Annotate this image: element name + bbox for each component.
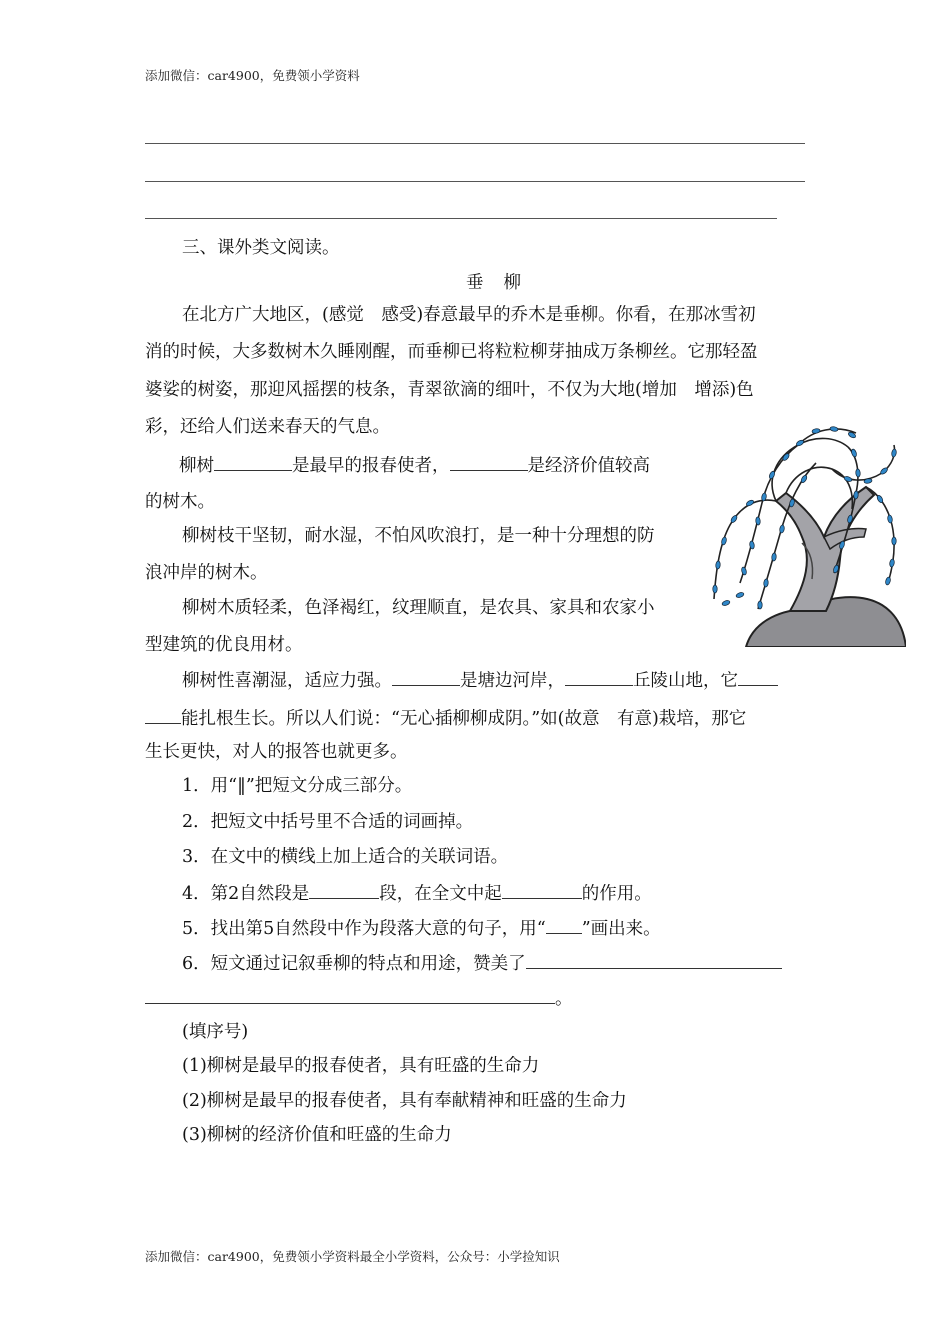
question-2: 2．把短文中括号里不合适的词画掉。 <box>182 812 474 832</box>
fill-blank[interactable] <box>309 880 379 899</box>
question-3: 3．在文中的横线上加上适合的关联词语。 <box>182 847 509 867</box>
p2-text-c: 是经济价值较高 <box>527 456 650 476</box>
option-2: (2)柳树是最早的报春使者，具有奉献精神和旺盛的生命力 <box>182 1091 627 1111</box>
options-label: (填序号) <box>182 1022 249 1042</box>
q6-end: 。 <box>555 989 573 1009</box>
page-footer: 添加微信：car4900，免费领小学资料最全小学资料，公众号：小学捡知识 <box>145 1249 560 1264</box>
fill-blank[interactable] <box>392 667 460 686</box>
option-3: (3)柳树的经济价值和旺盛的生命力 <box>182 1125 452 1145</box>
fill-blank[interactable] <box>502 880 582 899</box>
fill-blank[interactable] <box>145 705 181 724</box>
question-6 <box>182 950 782 976</box>
p1-line-2: 消的时候，大多数树木久睡刚醒，而垂柳已将粒粒柳芽抽成万条柳丝。它那轻盈 <box>145 342 758 362</box>
answer-line-3 <box>145 218 777 219</box>
p3-line-1: 柳树枝干坚韧，耐水湿，不怕风吹浪打，是一种十分理想的防 <box>182 526 655 546</box>
q5-text-b: ”画出来。 <box>581 919 661 939</box>
question-4 <box>182 880 652 906</box>
p1-line-3: 婆娑的树姿，那迎风摇摆的枝条，青翠欲滴的细叶，不仅为大地(增加 增添)色 <box>145 380 754 400</box>
p5-text-b: 是塘边河岸， <box>460 671 565 691</box>
q5-text-a: 5．找出第5自然段中作为段落大意的句子，用“ <box>182 919 546 939</box>
p2-line-1 <box>179 452 650 478</box>
fill-blank[interactable] <box>526 950 782 969</box>
article-title: 垂柳 <box>466 273 541 293</box>
answer-line-2 <box>145 181 805 182</box>
p2-text-b: 是最早的报春使者， <box>292 456 450 476</box>
willow-tree-icon <box>706 423 906 647</box>
p5-line-2 <box>145 705 746 731</box>
q4-text-a: 4．第2自然段是 <box>182 884 310 904</box>
fill-blank[interactable] <box>450 452 528 471</box>
question-5 <box>182 915 661 941</box>
fill-blank[interactable] <box>565 667 633 686</box>
p2-line-2: 的树木。 <box>145 492 215 512</box>
question-1: 1．用“‖”把短文分成三部分。 <box>182 776 413 796</box>
p2-text-a: 柳树 <box>179 456 214 476</box>
section-heading: 三、课外类文阅读。 <box>182 238 340 258</box>
q4-text-b: 段，在全文中起 <box>379 884 502 904</box>
p5-line-3: 生长更快，对人的报答也就更多。 <box>145 742 408 762</box>
p5-line-1 <box>182 667 778 693</box>
p1-line-4: 彩，还给人们送来春天的气息。 <box>145 417 390 437</box>
p5-text-c: 丘陵山地，它 <box>633 671 738 691</box>
p4-line-1: 柳树木质轻柔，色泽褐红，纹理顺直，是农具、家具和农家小 <box>182 598 655 618</box>
fill-blank[interactable] <box>145 985 555 1004</box>
q4-text-c: 的作用。 <box>581 884 652 904</box>
p4-line-2: 型建筑的优良用材。 <box>145 635 303 655</box>
q6-text-a: 6．短文通过记叙垂柳的特点和用途，赞美了 <box>182 954 526 974</box>
p5-text-a: 柳树性喜潮湿，适应力强。 <box>182 671 392 691</box>
p5-text-d: 能扎根生长。所以人们说：“无心插柳柳成阴。”如(故意 有意)栽培，那它 <box>181 709 747 729</box>
underline-sample <box>546 915 582 934</box>
fill-blank[interactable] <box>214 452 292 471</box>
page-header: 添加微信：car4900，免费领小学资料 <box>145 68 360 83</box>
question-6-line-2 <box>145 985 573 1011</box>
p3-line-2: 浪冲岸的树木。 <box>145 563 268 583</box>
answer-line-1 <box>145 143 805 144</box>
fill-blank[interactable] <box>738 667 778 686</box>
p1-line-1: 在北方广大地区，(感觉 感受)春意最早的乔木是垂柳。你看，在那冰雪初 <box>182 305 756 325</box>
option-1: (1)柳树是最早的报春使者，具有旺盛的生命力 <box>182 1056 540 1076</box>
